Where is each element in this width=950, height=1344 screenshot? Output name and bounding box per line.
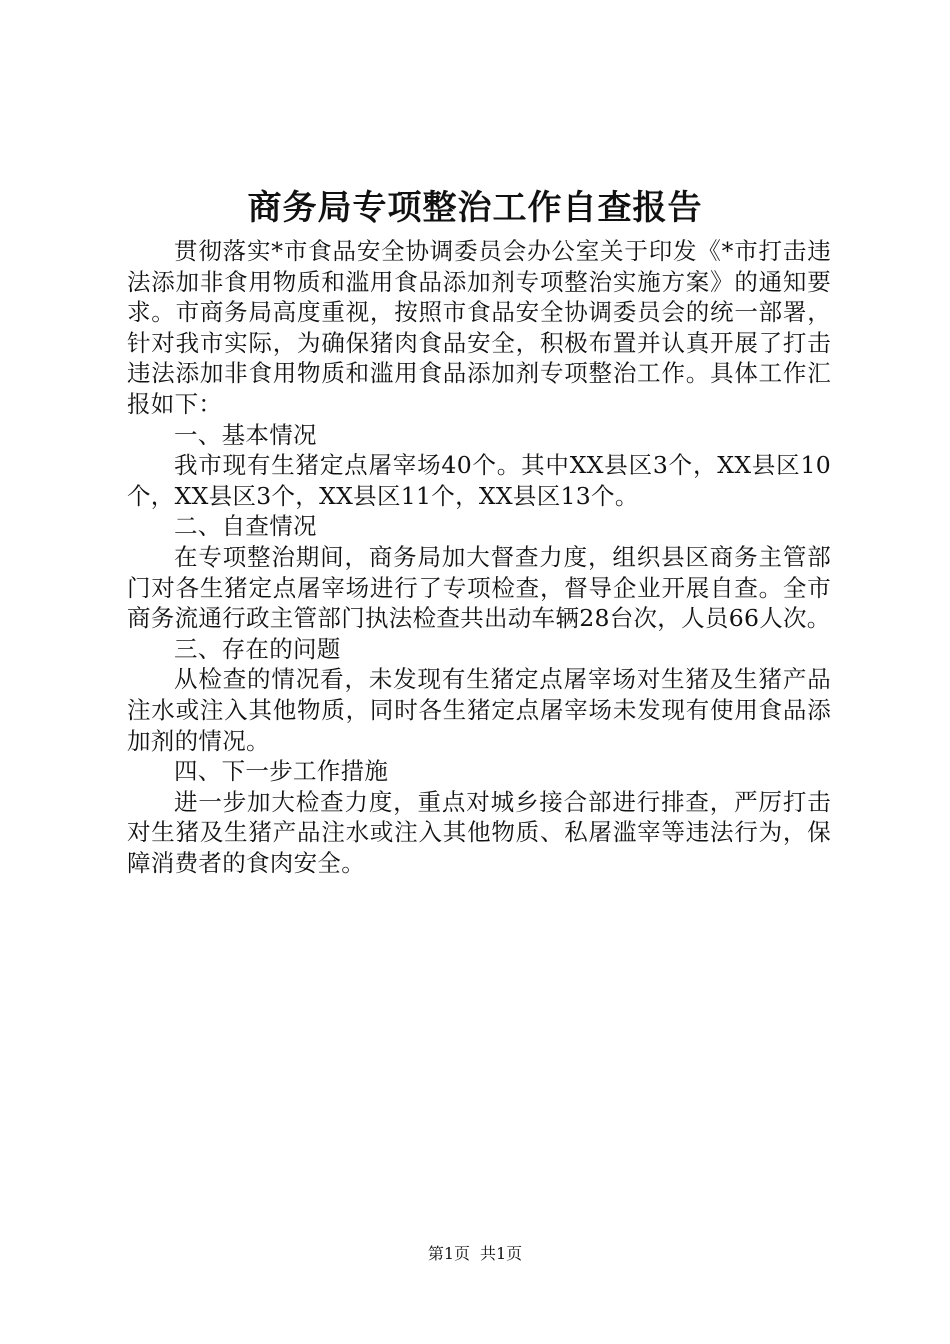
page-number: 第1页 — [427, 1244, 470, 1263]
section-heading-self-check: 二、自查情况 — [174, 512, 317, 541]
document-title: 商务局专项整治工作自查报告 — [247, 188, 703, 228]
section-heading-next-steps: 四、下一步工作措施 — [174, 757, 389, 786]
self-check-paragraph: 在专项整治期间，商务局加大督查力度，组织县区商务主管部门对各生猪定点屠宰场进行了专项检查，督导企业开展自查。全市商务流通行政主管部门执法检查共出动车辆28台次，人员66人次。 — [127, 542, 831, 633]
document-body — [127, 236, 831, 878]
problems-paragraph: 从检查的情况看，未发现有生猪定点屠宰场对生猪及生猪产品注水或注入其他物质，同时各生猪定点屠宰场未发现有使用食品添加剂的情况。 — [127, 665, 831, 755]
section-heading-problems: 三、存在的问题 — [174, 634, 341, 663]
intro-paragraph: 贯彻落实*市食品安全协调委员会办公室关于印发《*市打击违法添加非食用物质和滥用食品添加剂专项整治实施方案》的通知要求。市商务局高度重视，按照市食品安全协调委员会的统一部署，针对我市实际，为确保猪肉食品安全，积极布置并认真开展了打击违法添加非食用物质和滥用食品添加剂专项整治工作。具体工作汇报如下： — [127, 237, 831, 418]
page-footer — [0, 1242, 950, 1266]
next-steps-paragraph: 进一步加大检查力度，重点对城乡接合部进行排查，严厉打击对生猪及生猪产品注水或注入其他物质、私屠滥宰等违法行为，保障消费者的食肉安全。 — [127, 787, 831, 877]
basic-situation-paragraph: 我市现有生猪定点屠宰场40个。其中XX县区3个，XX县区10个，XX县区3个，XX县区11个，XX县区13个。 — [127, 451, 831, 510]
page-total: 共1页 — [480, 1244, 523, 1263]
section-heading-basic: 一、基本情况 — [174, 420, 317, 449]
